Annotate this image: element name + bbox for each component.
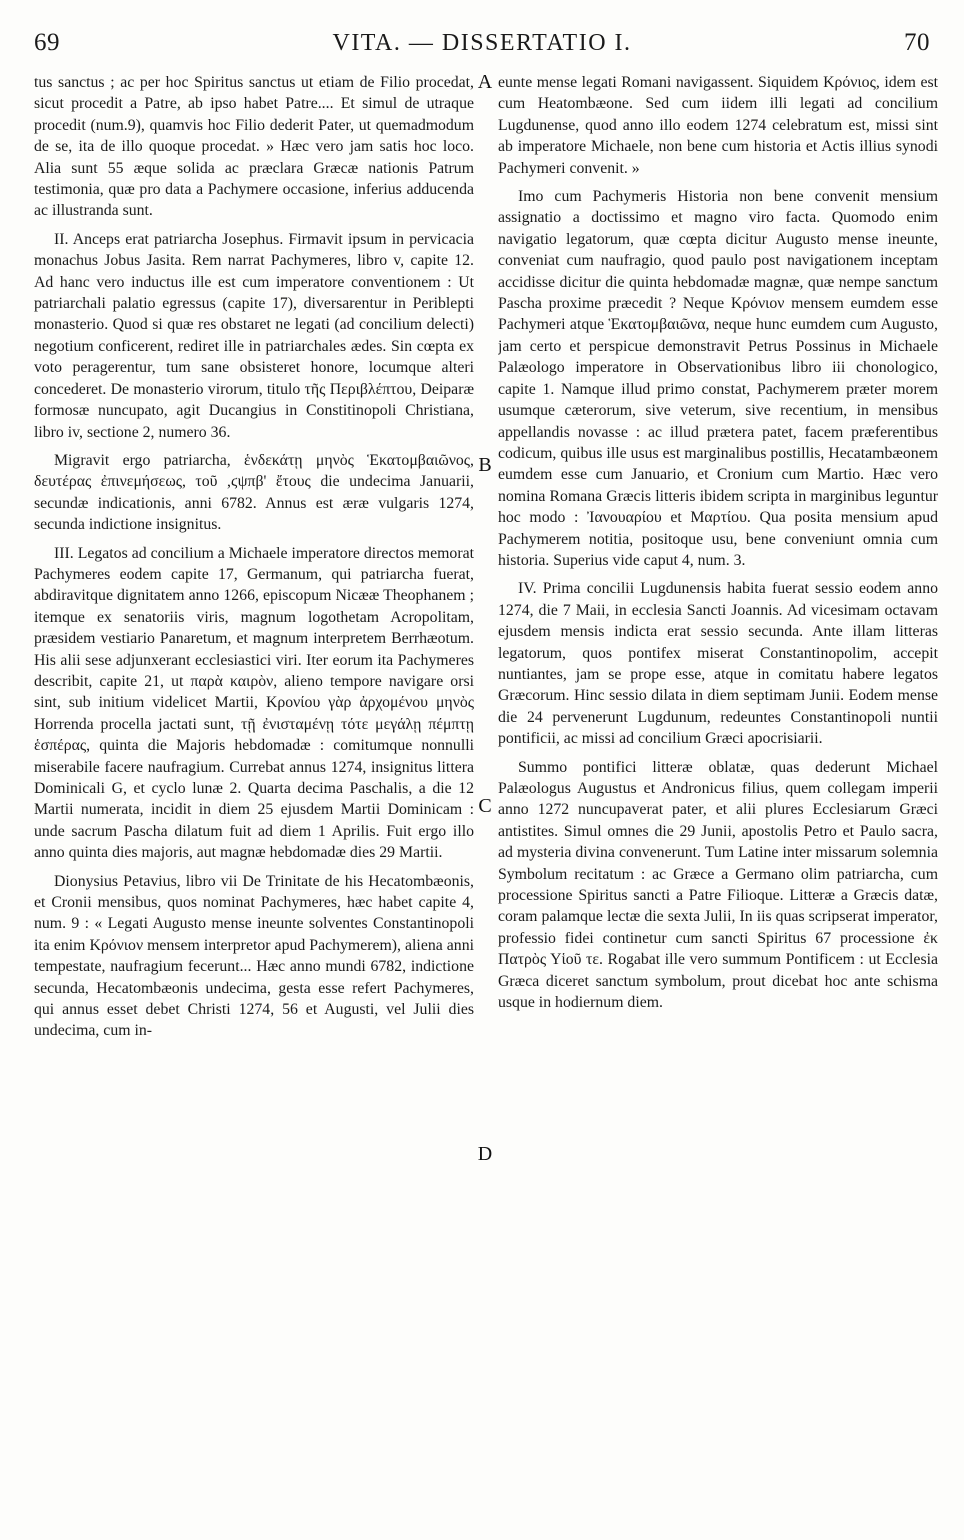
paragraph: Summo pontifici litteræ oblatæ, quas dederunt Michael Palæologus Augustus et Andronicus filius, quem collegam imperii anno 1272 nuncupaverat pater, et alii plures Ecclesiarum Græci antistites. Simul omnes die 29 Junii, apostolis Petro et Paulo sacra, ad mysteria divina convenerunt. Tum Latine inter missarum solemnia Symbolum recitatum : ac Græce a Germano olim patriarcha, cum processione Spiritus sancti a Patre Filioque. Litteræ a Græcis datæ, coram palamque lectæ die sexta Julii, In iis quas scripserat imperator, professio fidei continetur cum sancti Spiritus 67 processione ἐκ Πατρὸς Υἱοῦ τε. Rogabat ille vero summum Pontificem : ut Ecclesia Græca diceret sanctum symbolum, prout dicebat hoc ante schisma usque in hodiernum diem.	[498, 758, 938, 1012]
paragraph: Dionysius Petavius, libro vii De Trinitate de his Hecatombæonis, et Cronii mensibus, quos nominat Pachymeres, hæc habet capite 4, num. 9 : « Legati Augusto mense ineunte solventes Constantinopoli ita enim Κρόνιον mensem interpretor apud Pachymerem), aliena anni tempestate, naufragium fecerunt... Hæc anno mundi 6782, indictione secunda, Hecatombæonis undecima, gesta esse refert Pachymeres, qui annus esset debet Christi 1274, 56 et Augusti, vel Julii dies undecima, cum in-	[34, 872, 474, 1040]
paragraph: Imo cum Pachymeris Historia non bene convenit mensium assignatio a doctissimo et magno viro facta. Quomodo enim navigatio legatorum, quæ cœpta dicitur Augusto mense ineunte, conveniat cum naufragio, quod paulo post navigationem inceptam accidisse dicitur die quinta hebdomadæ magnæ, quæ nempe sanctum Pascha proxime præcedit ? Neque Κρόνιον mensem eumdem esse Pachymeri atque Ἑκατομβαιῶνα, neque hunc eumdem cum Augusto, jam certo et perspicue demonstravit Petrus Possinus in Michaele Palæologo imperatore in Observationibus libro iii chonologico, capite 1. Namque illud primo constat, Pachymerem præter morem usumque cæterorum, sive veterum, sive recentium, in mensibus appellandis novasse : ac illud prætera patet, facem præferentibus codicum, quibus ille usus est marginalibus postillis, Hecatambæonem eumdem esse cum Januario, et Cronium cum Martio. Hæc vero nomina Romana Græcis litteris ibidem scripta in marginibus leguntur hoc modo : Ἰανουαρίου et Μαρτίου. Qua posita mensium apud Pachymerem notitia, positoque usu, bene conveniunt omnia cum historia. Superius vide caput 4, num. 3.	[498, 188, 938, 569]
paragraph: IV. Prima concilii Lugdunensis habita fuerat sessio eodem anno 1274, die 7 Maii, in ecclesia Sancti Joannis. Ad vicesimam octavam ejusdem mensis indicta erat sessio secunda. Ante illam litteras legatorum, quos pontifex miserat Constantinopolim, accepit nuntiantes, jam se prope esse, atque in comitatu habere legatos Græcorum. Hinc sessio dilata in diem septimam Junii. Eodem mense die 24 pervenerunt Lugdunum, redeuntes Constantinopoli nuntii pontificii, ac missi ad concilium Græci apocrisiarii.	[498, 580, 938, 748]
page-number-right: 70	[904, 29, 930, 56]
paragraph: II. Anceps erat patriarcha Josephus. Firmavit ipsum in pervicacia monachus Jobus Jasita. Rem narrat Pachymeres, libro v, capite 12. Ad hanc vero inductus ille est cum imperatore conventionem : Ut patriarchali palatio egressus (capite 17), diversarentur in Periblepti monasterio. Quod si quæ res obstaret ne legati (ad concilium delecti) negotium conficerent, rediret ille in patriarchales ædes. Sin cœpta ex voto peragerentur, tum sane obsisteret honore, locumque alteri concederet. De monasterio virorum, titulo τῆς Περιβλέπτου, Deiparæ formosæ nuncupato, agit Ducangius in Constitinopoli Christiana, libro iv, sectione 2, numero 36.	[34, 230, 474, 441]
page-number-left: 69	[34, 29, 60, 56]
paragraph: tus sanctus ; ac per hoc Spiritus sanctus ut etiam de Filio procedat, sicut procedit a Patre, ab ipso habet Patre.... Et simul de utraque procedit (num.9), quamvis hoc Filio dederit Pater, ut quemadmodum de se, ita de illo quoque procedat. » Hæc vero jam satis hoc loco. Alia sunt 55 æque solida ac præclara Græcæ nationis Patrum testimonia, quæ pro data a Pachymere occasione, inferius adducenda ac illustranda sunt.	[34, 74, 474, 220]
paragraph: eunte mense legati Romani navigassent. Siquidem Κρόνιος, idem est cum Heatombæone. Sed cum iidem illi legati ad concilium Lugdunense, quod anno illo eodem 1274 celebratum est, missi sint ab imperatore Michaele, non bene cum historia et Actis illius synodi Pachymeri convenit. »	[498, 74, 938, 177]
margin-marker-b: B	[478, 454, 492, 476]
paragraph: III. Legatos ad concilium a Michaele imperatore directos memorat Pachymeres eodem capite 17, Germanum, qui patriarcha fuerat, abdiravitque dignitatem anno 1266, episcopum Nicææ Theophanem ; itemque ex senatoriis viris, magnum logothetam Acropolitam, præsidem vestiario Panaretum, et magnum interpretem Berrhæotum. His alii sese adjunxerant ecclesiastici viri. Iter eorum ita Pachymeres describit, capite 21, ut παρὰ καιρὸν, alieno tempore navigare orsi sint, sub initium videlicet Martii, Κρονίου γὰρ ἀρχομένου μηνὸς Horrenda procella jactati sunt, τῇ ἐνισταμένῃ τότε μεγάλῃ πέμπτῃ ἑσπέρας, quinta die Majoris hebdomadæ : comitumque nonnulli miserabile facere naufragium. Currebat annus 1274, insignitus littera Dominicali G, et cyclo lunæ 2. Quarta decima Paschalis, a die 12 Martii numerata, incidit in diem 25 ejusdem Martii Dominicam : unde sacrum Pascha dilatum fuit ad diem 1 Aprilis. Fuit ergo illo anno quinta dies majoris, aut magnæ hebdomadæ dies 29 Martii.	[34, 544, 474, 862]
left-column	[34, 72, 474, 1452]
running-title: VITA. — DISSERTATIO I.	[332, 29, 632, 56]
margin-marker-d: D	[477, 1143, 493, 1165]
margin-marker-c: C	[478, 795, 492, 817]
paragraph: Migravit ergo patriarcha, ἑνδεκάτῃ μηνὸς Ἑκατομβαιῶνος, δευτέρας ἐπινεμήσεως, τοῦ ,ϛψπβ' ἔτους die undecima Januarii, secundæ indicationis, anni 6782. Annus est æræ vulgaris 1274, secunda indictione insignitus.	[34, 451, 474, 534]
right-column	[498, 72, 938, 1452]
page-header	[34, 26, 930, 60]
two-column-body	[34, 71, 938, 1452]
margin-marker-a: A	[477, 71, 493, 93]
